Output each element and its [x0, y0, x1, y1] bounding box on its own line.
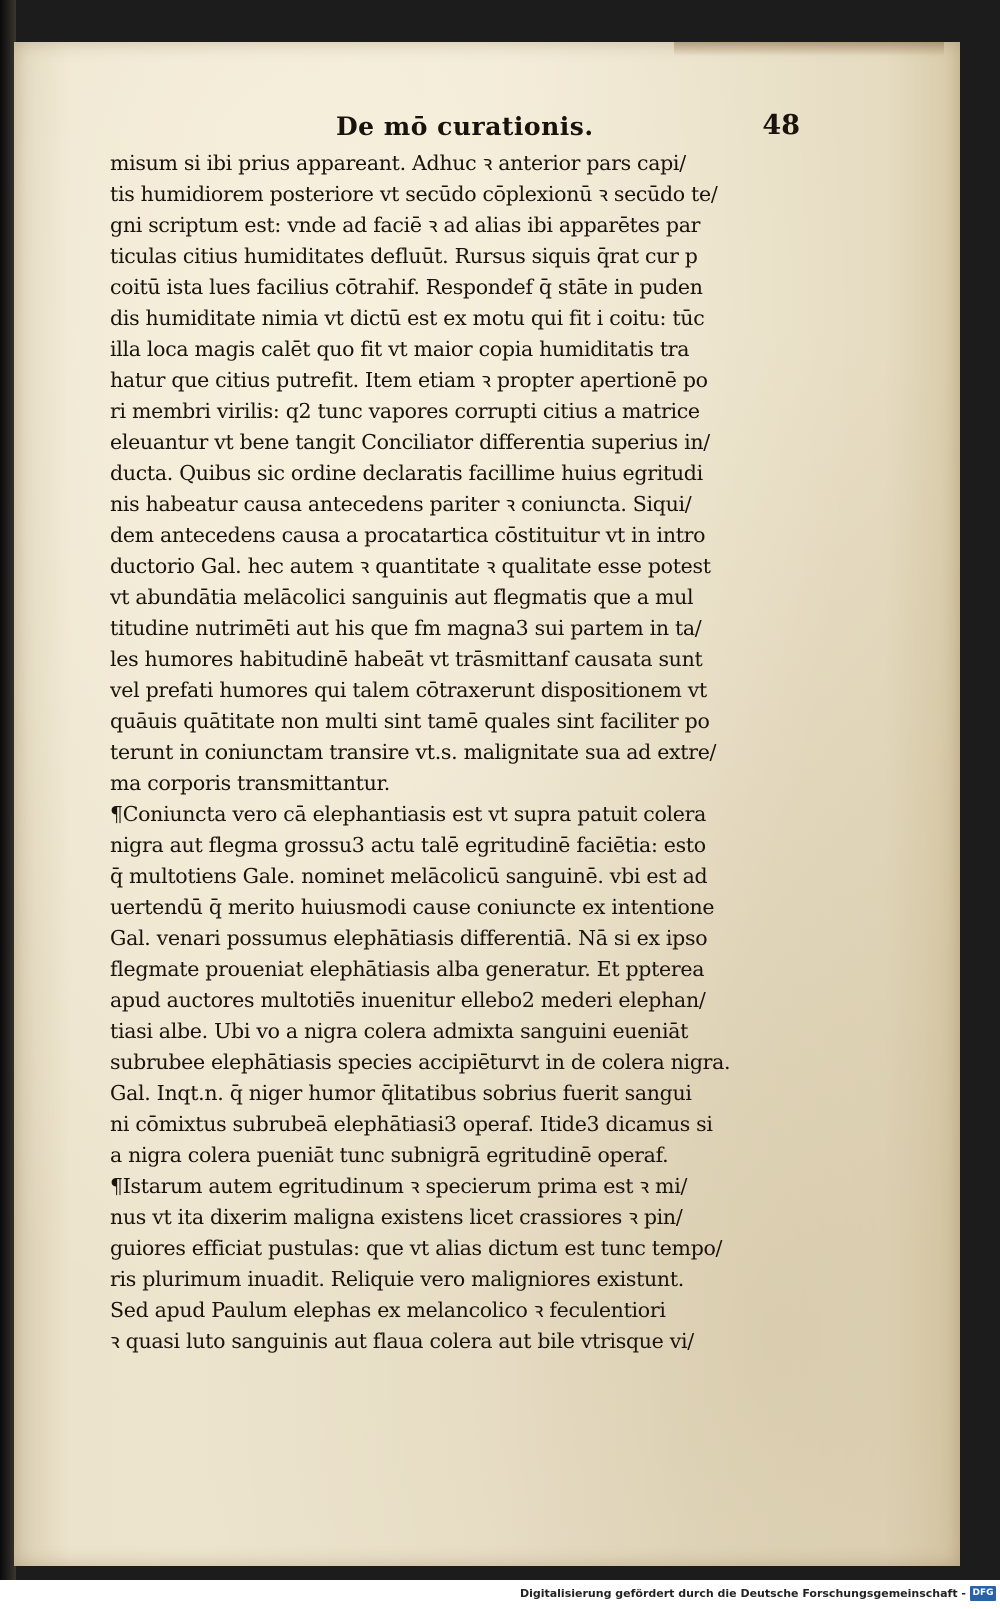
- text-block: [110, 148, 810, 1357]
- text-line: coitū ista lues facilius cōtrahif. Respondef q̄ stāte in puden: [110, 275, 703, 299]
- text-line: Gal. Inqt.n. q̄ niger humor q̄litatibus sobrius fuerit sangui: [110, 1081, 692, 1105]
- text-line: nis habeatur causa antecedens pariter ꝛ coniuncta. Siqui/: [110, 492, 692, 516]
- text-line: uertendū q̄ merito huiusmodi cause coniuncte ex intentione: [110, 895, 715, 919]
- text-line: subrubee elephātiasis species accipiēturvt in de colera nigra.: [110, 1050, 731, 1074]
- running-head: [110, 112, 800, 146]
- text-line: nus vt ita dixerim maligna existens licet crassiores ꝛ pin/: [110, 1205, 683, 1229]
- text-line: titudine nutrimēti aut his que fm magna3 sui partem in ta/: [110, 616, 702, 640]
- text-line: ma corporis transmittantur.: [110, 771, 390, 795]
- folio-number: 48: [762, 110, 800, 141]
- text-line: gni scriptum est: vnde ad faciē ꝛ ad alias ibi apparētes par: [110, 213, 701, 237]
- text-line: ni cōmixtus subrubeā elephātiasi3 operaf. Itide3 dicamus si: [110, 1112, 713, 1136]
- text-line: ri membri virilis: q2 tunc vapores corrupti citius a matrice: [110, 399, 700, 423]
- text-line: ducta. Quibus sic ordine declaratis facillime huius egritudi: [110, 461, 703, 485]
- text-line: nigra aut flegma grossu3 actu talē egritudinē faciētia: esto: [110, 833, 706, 857]
- text-line: ductorio Gal. hec autem ꝛ quantitate ꝛ qualitate esse potest: [110, 554, 711, 578]
- page-stain: [674, 42, 944, 56]
- text-line: illa loca magis calēt quo fit vt maior copia humiditatis tra: [110, 337, 690, 361]
- text-line: misum si ibi prius appareant. Adhuc ꝛ anterior pars capi/: [110, 151, 686, 175]
- text-line: hatur que citius putrefit. Item etiam ꝛ propter apertionē po: [110, 368, 708, 392]
- text-line: Gal. venari possumus elephātiasis differentiā. Nā si ex ipso: [110, 926, 708, 950]
- text-line: flegmate proueniat elephātiasis alba generatur. Et ppterea: [110, 957, 705, 981]
- text-line: ris plurimum inuadit. Reliquie vero maligniores existunt.: [110, 1267, 684, 1291]
- dfg-logo-icon: DFG: [970, 1586, 996, 1601]
- text-line: vt abundātia melācolici sanguinis aut flegmatis que a mul: [110, 585, 694, 609]
- text-line: terunt in coniunctam transire vt.s. malignitate sua ad extre/: [110, 740, 717, 764]
- running-head-title: De mō curationis.: [336, 112, 594, 141]
- text-line: apud auctores multotiēs inuenitur ellebo2 mederi elephan/: [110, 988, 706, 1012]
- text-line: q̄ multotiens Gale. nominet melācolicū sanguinē. vbi est ad: [110, 864, 708, 888]
- digitization-credit: Digitalisierung gefördert durch die Deutsche Forschungsgemeinschaft -: [519, 1587, 966, 1600]
- text-line: dis humiditate nimia vt dictū est ex motu qui fit i coitu: tūc: [110, 306, 705, 330]
- text-line: ticulas citius humiditates defluūt. Rursus siquis q̄rat cur p: [110, 244, 698, 268]
- text-line: dem antecedens causa a procatartica cōstituitur vt in intro: [110, 523, 706, 547]
- text-line: eleuantur vt bene tangit Conciliator differentia superius in/: [110, 430, 710, 454]
- text-line: tiasi albe. Ubi vo a nigra colera admixta sanguini eueniāt: [110, 1019, 689, 1043]
- footer-bar: [0, 1580, 1000, 1609]
- text-line: tis humidiorem posteriore vt secūdo cōplexionū ꝛ secūdo te/: [110, 182, 718, 206]
- text-line: a nigra colera pueniāt tunc subnigrā egritudinē operaf.: [110, 1143, 669, 1167]
- text-line: les humores habitudinē habeāt vt trāsmittanf causata sunt: [110, 647, 703, 671]
- text-line: ¶Istarum autem egritudinum ꝛ specierum prima est ꝛ mi/: [110, 1174, 688, 1198]
- text-line: vel prefati humores qui talem cōtraxerunt dispositionem vt: [110, 678, 707, 702]
- text-line: ꝛ quasi luto sanguinis aut flaua colera aut bile vtrisque vi/: [110, 1329, 694, 1353]
- text-line: guiores efficiat pustulas: que vt alias dictum est tunc tempo/: [110, 1236, 723, 1260]
- text-line: quāuis quātitate non multi sint tamē quales sint faciliter po: [110, 709, 710, 733]
- text-line: ¶Coniuncta vero cā elephantiasis est vt supra patuit colera: [110, 802, 707, 826]
- text-line: Sed apud Paulum elephas ex melancolico ꝛ feculentiori: [110, 1298, 666, 1322]
